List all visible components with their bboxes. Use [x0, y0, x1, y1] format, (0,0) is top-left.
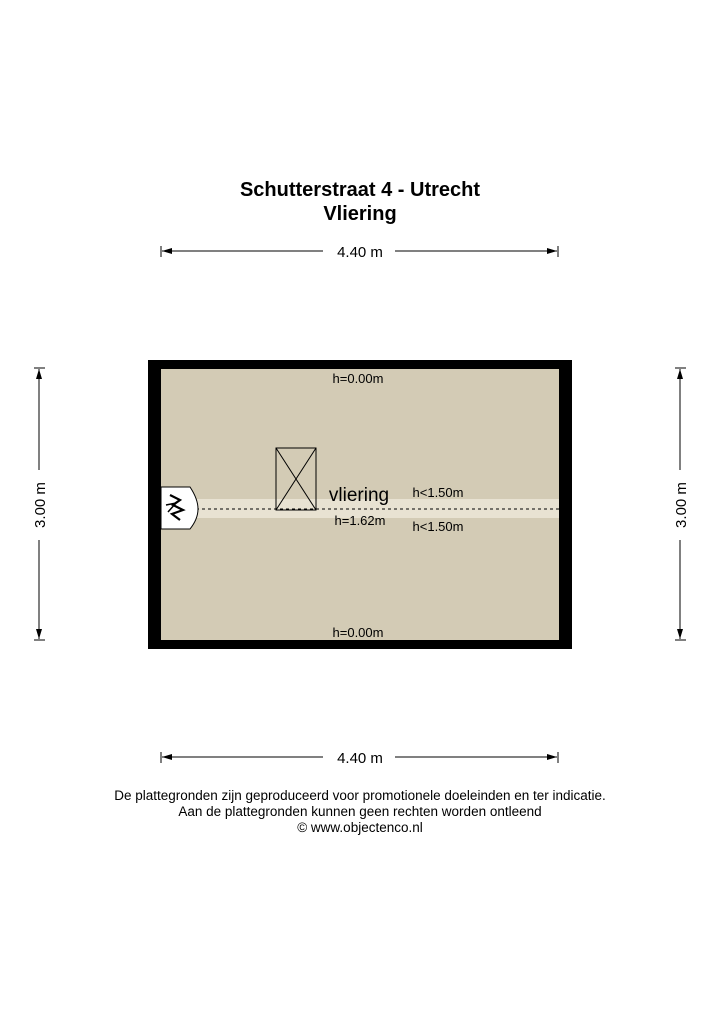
top-width-label: 4.40 m: [337, 244, 383, 261]
room-name: vliering: [328, 485, 390, 506]
disclaimer-line-1: De plattegronden zijn geproduceerd voor promotionele doeleinden en ter indicatie.: [114, 788, 606, 803]
left-height-label: 3.00 m: [32, 482, 49, 528]
left-height-dimension: [32, 368, 49, 640]
right-height-label: 3.00 m: [673, 482, 690, 528]
height-ridge-label: h=1.62m: [334, 513, 386, 528]
plan-title: Schutterstraat 4 - Utrecht: [239, 179, 481, 201]
height-lower-label: h<1.50m: [412, 519, 464, 534]
bottom-width-dimension: [161, 750, 558, 767]
height-top-label: h=0.00m: [332, 371, 384, 386]
vent-icon: [161, 487, 198, 529]
right-height-dimension: [673, 368, 690, 640]
top-width-dimension: [161, 244, 558, 261]
floor-title: Vliering: [323, 203, 397, 225]
disclaimer-line-2: Aan de plattegronden kunnen geen rechten worden ontleend: [178, 804, 542, 819]
height-bottom-label: h=0.00m: [332, 625, 384, 640]
height-upper-label: h<1.50m: [412, 485, 464, 500]
copyright-line: © www.objectenco.nl: [297, 820, 423, 835]
bottom-width-label: 4.40 m: [337, 750, 383, 767]
